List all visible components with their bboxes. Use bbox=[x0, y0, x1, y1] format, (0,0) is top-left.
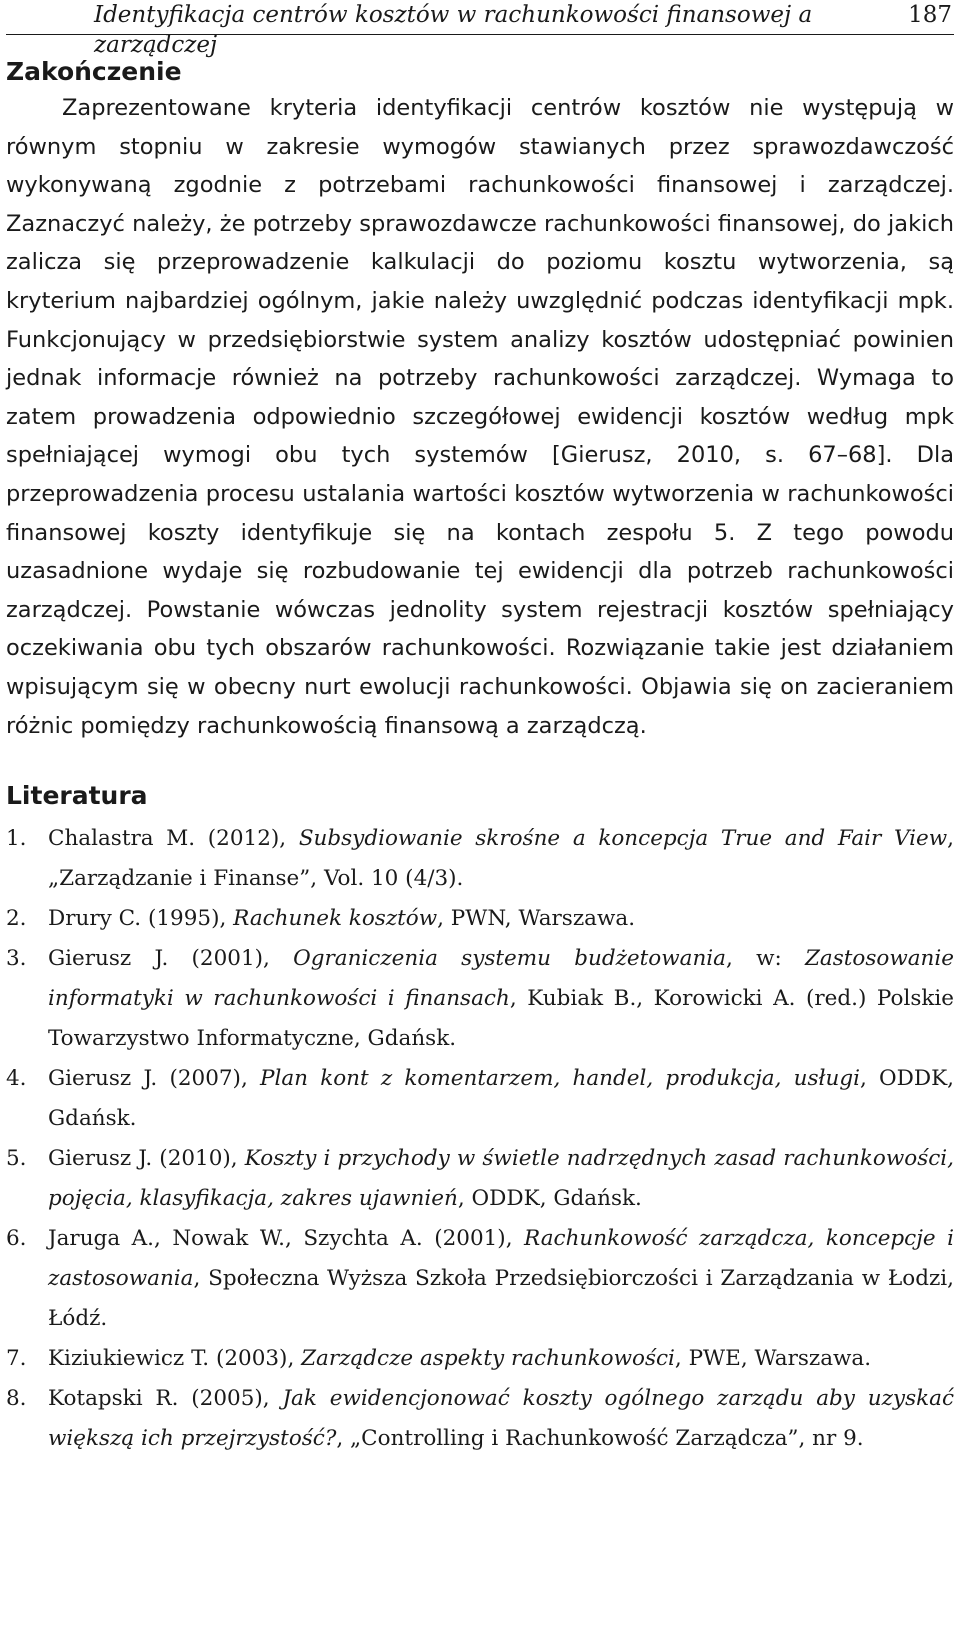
reference-book-title: Zastosowanie informatyki w rachunkowości i finansach bbox=[48, 946, 954, 1012]
reference-number: 1. bbox=[6, 826, 27, 852]
reference-number: 7. bbox=[6, 1346, 27, 1372]
reference-item bbox=[6, 1219, 954, 1339]
reference-item bbox=[6, 1379, 954, 1459]
reference-item bbox=[6, 939, 954, 1059]
running-header bbox=[6, 0, 954, 58]
reference-title: Zarządcze aspekty rachunkowości bbox=[301, 1346, 675, 1372]
reference-text: Chalastra M. (2012), Subsydiowanie skrośne a koncepcja True and Fair View, „Zarządzanie i Finanse”, Vol. 10 (4/3). bbox=[48, 826, 954, 892]
reference-title: Koszty i przychody w świetle nadrzędnych zasad rachunkowości, pojęcia, klasyfikacja, zakres ujawnień bbox=[48, 1146, 955, 1212]
reference-text: Jaruga A., Nowak W., Szychta A. (2001), Rachunkowość zarządcza, koncepcje i zastosowania, Społeczna Wyższa Szkoła Przedsiębiorczości i Zarządzania w Łodzi, Łódź. bbox=[48, 1226, 954, 1332]
reference-item bbox=[6, 1059, 954, 1139]
reference-item bbox=[6, 819, 954, 899]
reference-title: Rachunek kosztów bbox=[233, 906, 438, 932]
reference-text: Drury C. (1995), Rachunek kosztów, PWN, Warszawa. bbox=[48, 906, 636, 932]
conclusion-paragraph: Zaprezentowane kryteria identyfikacji centrów kosztów nie występują w równym stopniu w zakresie wymogów stawianych przez sprawozdawczość wykonywaną zgodnie z potrzebami rachunkowości finansowej i zarządczej. Zaznaczyć należy, że potrzeby sprawozdawcze rachunkowości finansowej, do jakich zalicza się przeprowadzenie kalkulacji do poziomu kosztu wytworzenia, są kryterium najbardziej ogólnym, jakie należy uwzględnić podczas identyfikacji mpk. Funkcjonujący w przedsiębiorstwie system analizy kosztów udostępniać powinien jednak informacje również na potrzeby rachunkowości zarządczej. Wymaga to zatem prowadzenia odpowiednio szczegółowej ewidencji kosztów według mpk spełniającej wymogi obu tych systemów [Gierusz, 2010, s. 67–68]. Dla przeprowadzenia procesu ustalania wartości kosztów wytworzenia w rachunkowości finansowej koszty identyfikuje się na kontach zespołu 5. Z tego powodu uzasadnione wydaje się rozbudowanie tej ewidencji dla potrzeb rachunkowości zarządczej. Powstanie wówczas jednolity system rejestracji kosztów spełniający oczekiwania obu tych obszarów rachunkowości. Rozwiązanie takie jest działaniem wpisującym się w obecny nurt ewolucji rachunkowości. Objawia się on zacieraniem różnic pomiędzy rachunkowością finansową a zarządczą. bbox=[6, 95, 954, 739]
reference-text: Gierusz J. (2010), Koszty i przychody w świetle nadrzędnych zasad rachunkowości, pojęcia, klasyfikacja, zakres ujawnień, ODDK, Gdańsk. bbox=[48, 1146, 955, 1212]
reference-number: 5. bbox=[6, 1146, 27, 1172]
reference-title: Ograniczenia systemu budżetowania bbox=[293, 946, 726, 972]
literature-heading: Literatura bbox=[6, 781, 148, 811]
reference-number: 6. bbox=[6, 1226, 27, 1252]
reference-title: Rachunkowość zarządcza, koncepcje i zastosowania bbox=[48, 1226, 954, 1292]
conclusion-heading: Zakończenie bbox=[6, 57, 182, 86]
reference-text: Gierusz J. (2007), Plan kont z komentarzem, handel, produkcja, usługi, ODDK, Gdańsk. bbox=[48, 1066, 955, 1132]
reference-number: 2. bbox=[6, 906, 27, 932]
reference-number: 4. bbox=[6, 1066, 27, 1092]
reference-title: Subsydiowanie skrośne a koncepcja True and Fair View bbox=[298, 826, 948, 852]
reference-text: Gierusz J. (2001), Ograniczenia systemu budżetowania, w: Zastosowanie informatyki w rachunkowości i finansach, Kubiak B., Korowicki A. (red.) Polskie Towarzystwo Informatyczne, Gdańsk. bbox=[48, 946, 954, 1052]
reference-item bbox=[6, 899, 954, 939]
page-number: 187 bbox=[908, 2, 952, 28]
reference-number: 3. bbox=[6, 946, 27, 972]
reference-item bbox=[6, 1139, 954, 1219]
reference-text: Kotapski R. (2005), Jak ewidencjonować koszty ogólnego zarządu aby uzyskać większą ich przejrzystość?, „Controlling i Rachunkowość Zarządcza”, nr 9. bbox=[48, 1386, 954, 1452]
reference-title: Plan kont z komentarzem, handel, produkcja, usługi bbox=[259, 1066, 860, 1092]
reference-number: 8. bbox=[6, 1386, 27, 1412]
running-title: Identyfikacja centrów kosztów w rachunkowości finansowej a zarządczej bbox=[94, 2, 813, 58]
reference-text: Kiziukiewicz T. (2003), Zarządcze aspekty rachunkowości, PWE, Warszawa. bbox=[48, 1346, 872, 1372]
reference-title: Jak ewidencjonować koszty ogólnego zarządu aby uzyskać większą ich przejrzystość? bbox=[48, 1386, 954, 1452]
reference-item bbox=[6, 1339, 954, 1379]
reference-list bbox=[6, 819, 954, 1459]
